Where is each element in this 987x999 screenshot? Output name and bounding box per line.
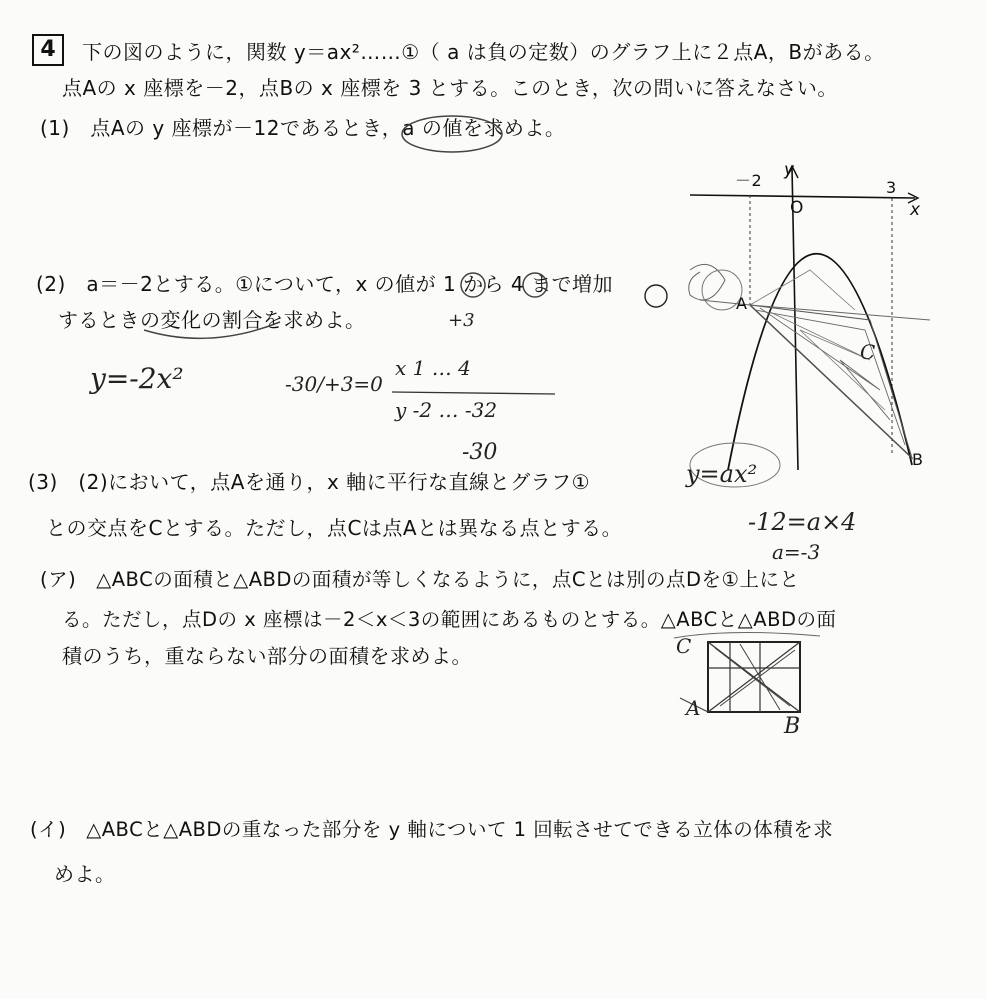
- pencil-sketch: [670, 628, 830, 738]
- pencil-circle-a-value: [400, 112, 510, 162]
- sketch-label-A: A: [686, 696, 701, 720]
- sketch-label-B: B: [784, 714, 801, 739]
- question-2-line-1: (2) a＝－2とする。①について，x の値が 1 から 4 まで増加: [36, 272, 614, 296]
- intro-line-2: 点Aの x 座標を－2，点Bの x 座標を 3 とする。このとき，次の問いに答えなさい。: [62, 76, 838, 100]
- handwritten-table-bottom: y -2 … -32: [395, 398, 498, 422]
- pencil-circle-4: [520, 270, 550, 300]
- figure-label-minus2: －2: [735, 171, 763, 190]
- figure-label-B: B: [912, 450, 924, 469]
- figure-label-x: x: [910, 200, 921, 220]
- figure-label-A: A: [736, 294, 748, 313]
- handwritten-a-minus3: a=-3: [772, 540, 821, 564]
- sketch-label-C: C: [676, 634, 692, 658]
- figure-label-3: 3: [886, 178, 897, 197]
- question-3a-line-2: る。ただし，点Dの x 座標は－2＜x＜3の範囲にあるものとする。△ABCと△ABDの面: [62, 608, 837, 631]
- figure-label-C: C: [860, 340, 876, 364]
- question-3a-line-3: 積のうち，重ならない部分の面積を求めよ。: [62, 644, 472, 668]
- handwritten-equation: y=-2x²: [90, 362, 184, 395]
- graph-figure: [680, 160, 980, 480]
- question-3b-line-1: (イ) △ABCと△ABDの重なった部分を y 軸について 1 回転させてできる立体の体積を求: [30, 818, 834, 841]
- handwritten-table-line: [390, 388, 560, 398]
- question-3-line-2: との交点をCとする。ただし，点Cは点Aとは異なる点とする。: [46, 516, 623, 540]
- pencil-circle-1: [458, 270, 488, 300]
- circled-one-mark: [642, 282, 672, 312]
- question-3a-line-1: (ア) △ABCの面積と△ABDの面積が等しくなるように，点Cとは別の点Dを①上にと: [40, 568, 800, 591]
- handwritten-plus3: +3: [448, 310, 475, 331]
- question-3b-line-2: めよ。: [54, 862, 116, 886]
- handwritten-diff: -30: [462, 440, 498, 465]
- question-2-line-2: するときの変化の割合を求めよ。: [58, 308, 366, 332]
- handwritten-table-top: x 1 … 4: [395, 356, 471, 380]
- handwritten-minus12: -12=a×4: [748, 508, 857, 536]
- problem-number: 4: [32, 34, 64, 66]
- figure-label-O: O: [790, 198, 804, 218]
- question-3-line-1: (3) (2)において，点Aを通り，x 軸に平行な直線とグラフ①: [28, 470, 591, 494]
- question-1: (1) 点Aの y 座標が－12であるとき，a の値を求めよ。: [40, 116, 566, 140]
- handwritten-y-ax2: y=ax²: [686, 460, 758, 488]
- intro-line-1: 下の図のように，関数 y＝ax²……①（ a は負の定数）のグラフ上に２点A，Bがある。: [82, 40, 885, 64]
- handwritten-fraction: -30/+3=0: [285, 372, 383, 396]
- pencil-arc-rate: [140, 300, 290, 350]
- figure-label-y: y: [784, 160, 795, 180]
